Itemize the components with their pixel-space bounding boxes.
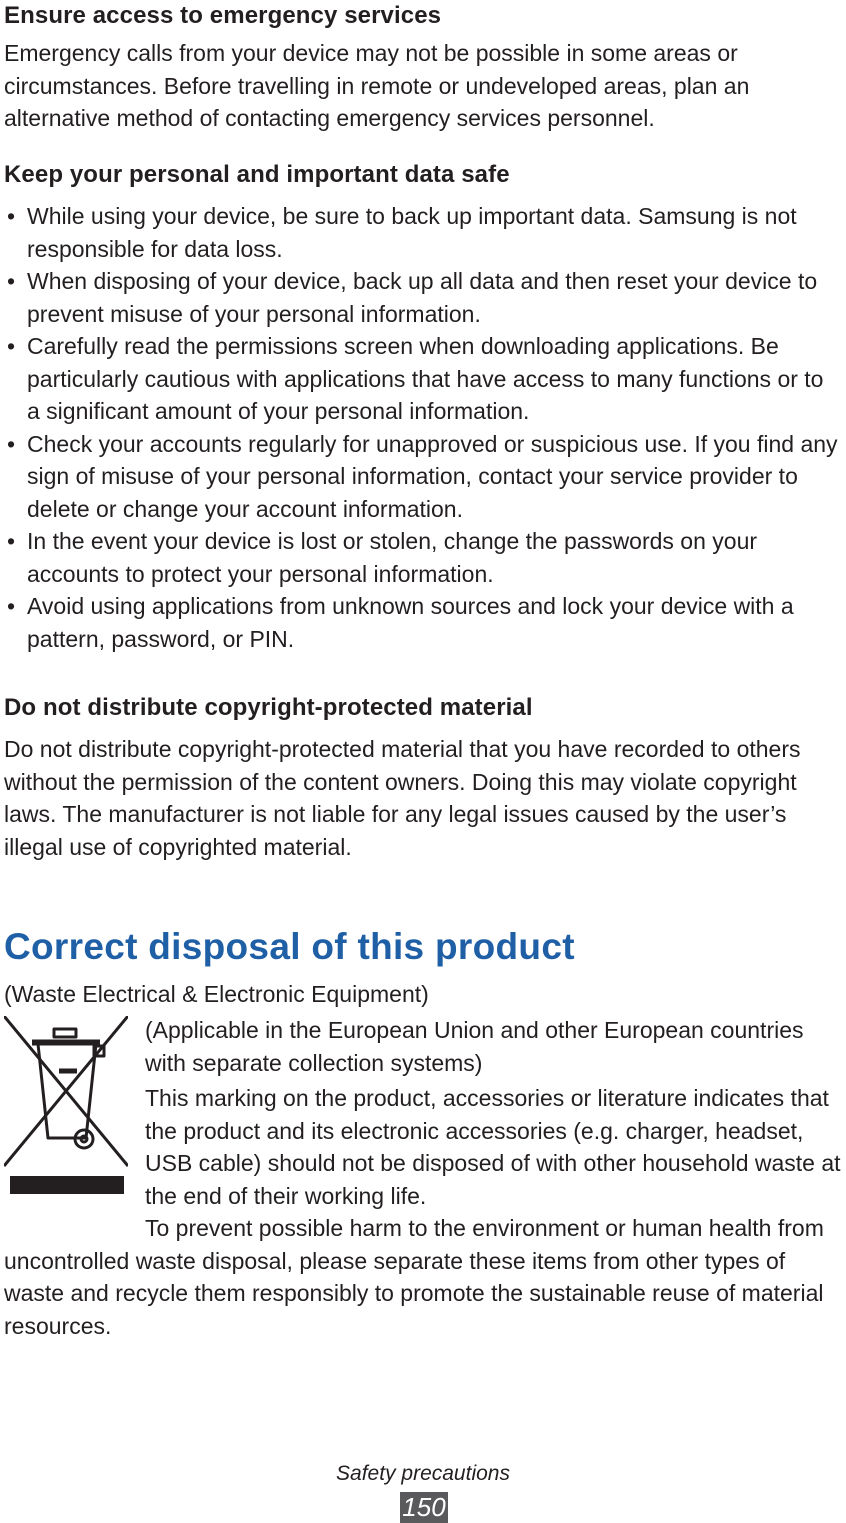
section-heading-copyright: Do not distribute copyright-protected material	[4, 694, 533, 721]
disposal-prevent-harm-content: To prevent possible harm to the environment or human health from uncontrolled waste disposal, please separate these items from other types of waste and recycle them responsibly to promote the sustainable reuse of material resources.	[4, 1215, 824, 1339]
bullet-icon: •	[6, 528, 16, 554]
bullet-icon: •	[6, 333, 16, 359]
list-item	[4, 525, 842, 590]
disposal-prevent-harm-text	[4, 1212, 846, 1342]
bullet-icon: •	[6, 593, 16, 619]
list-item	[4, 428, 842, 526]
list-item-text: While using your device, be sure to back up important data. Samsung is not responsible for data loss.	[27, 203, 797, 262]
bullet-icon: •	[6, 268, 16, 294]
page-number-badge: 150	[400, 1492, 448, 1523]
list-item-text: In the event your device is lost or stolen, change the passwords on your accounts to protect your personal information.	[27, 528, 758, 587]
list-item	[4, 200, 842, 265]
disposal-applicability-text: (Applicable in the European Union and other European countries with separate collection systems)	[145, 1017, 804, 1076]
list-item	[4, 265, 842, 330]
crossed-out-wheelie-bin-icon	[4, 1016, 128, 1194]
data-safe-bullet-list	[4, 200, 842, 655]
list-item	[4, 590, 842, 655]
disposal-title: Correct disposal of this product	[4, 926, 575, 967]
section-body-copyright: Do not distribute copyright-protected material that you have recorded to others without the permission of the content owners. Doing this may violate copyright laws. The manufacturer is not liable for any legal issues caused by the user’s illegal use of copyrighted material.	[4, 736, 801, 860]
list-item	[4, 330, 842, 428]
bullet-icon: •	[6, 203, 16, 229]
disposal-subtitle: (Waste Electrical & Electronic Equipment)	[4, 981, 429, 1007]
list-item-text: When disposing of your device, back up all data and then reset your device to prevent misuse of your personal information.	[27, 268, 818, 327]
bullet-icon: •	[6, 430, 16, 457]
list-item-text: Carefully read the permissions screen when downloading applications. Be particularly cautious with applications that have access to many functions or to a significant amount of your personal information.	[27, 333, 824, 424]
footer-section-label: Safety precautions	[336, 1462, 510, 1485]
list-item-text: Check your accounts regularly for unapproved or suspicious use. If you find any sign of misuse of your personal information, contact your service provider to delete or change your account information.	[27, 430, 838, 522]
section-heading-emergency: Ensure access to emergency services	[4, 2, 442, 29]
disposal-marking-text: This marking on the product, accessories or literature indicates that the product and its electronic accessories (e.g. charger, headset, USB cable) should not be disposed of with other household waste at the end of their working life.	[145, 1085, 841, 1209]
list-item-text: Avoid using applications from unknown sources and lock your device with a pattern, password, or PIN.	[27, 593, 794, 652]
section-heading-data-safe: Keep your personal and important data safe	[4, 161, 510, 188]
section-body-emergency: Emergency calls from your device may not be possible in some areas or circumstances. Before travelling in remote or undeveloped areas, plan an alternative method of contacting emergency services personnel.	[4, 40, 750, 131]
